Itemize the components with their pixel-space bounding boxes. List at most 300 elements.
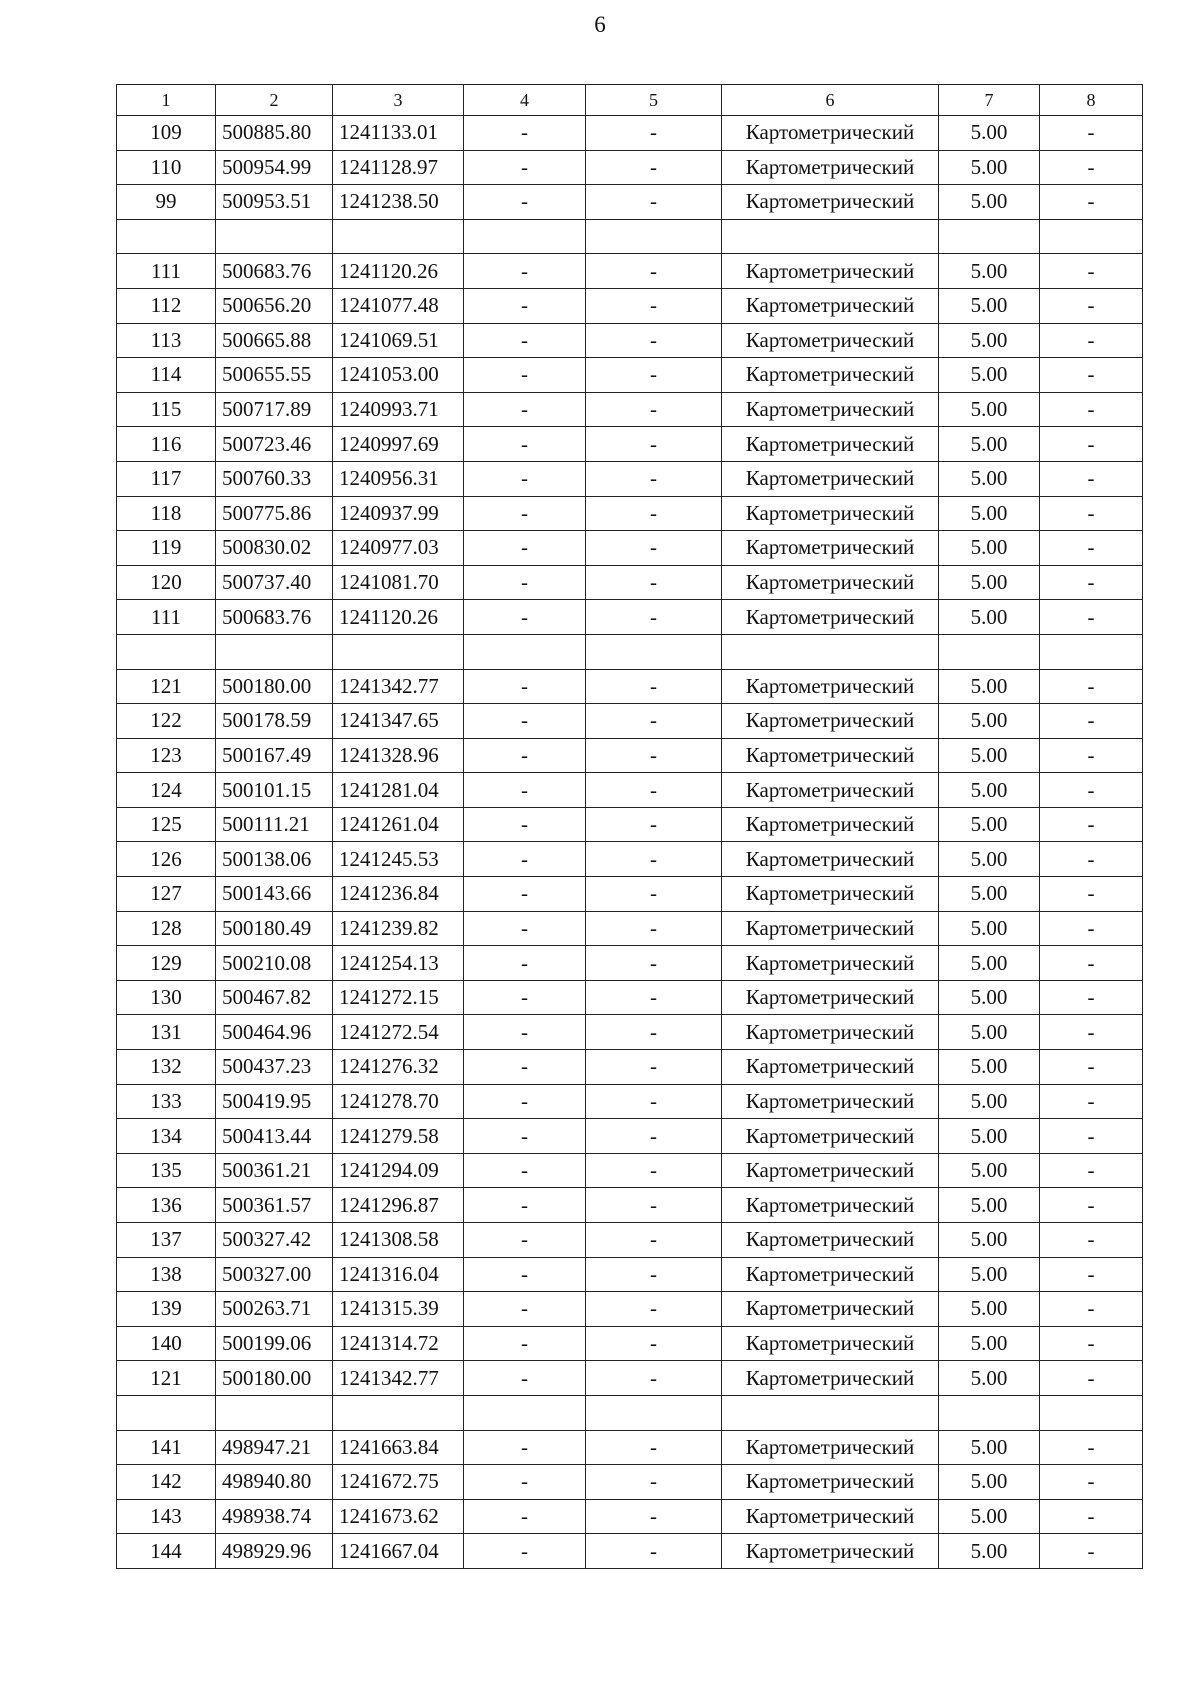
table-row [117,358,1143,393]
cell-point-number [117,634,216,669]
table-row [117,1188,1143,1223]
cell-method: Картометрический [722,1188,939,1223]
cell-accuracy [939,634,1040,669]
cell-col-4: - [464,185,586,220]
cell-method: Картометрический [722,807,939,842]
cell-y-coordinate: 1241314.72 [333,1326,464,1361]
cell-accuracy: 5.00 [939,1015,1040,1050]
cell-point-number: 128 [117,911,216,946]
cell-accuracy: 5.00 [939,358,1040,393]
cell-col-4: - [464,1223,586,1258]
table-row [117,1534,1143,1569]
cell-point-number [117,1395,216,1430]
cell-accuracy: 5.00 [939,323,1040,358]
cell-col-8: - [1040,980,1143,1015]
cell-col-5: - [586,531,722,566]
cell-x-coordinate: 500737.40 [216,565,333,600]
cell-col-4 [464,219,586,254]
cell-accuracy: 5.00 [939,565,1040,600]
cell-y-coordinate: 1241296.87 [333,1188,464,1223]
cell-x-coordinate: 500180.49 [216,911,333,946]
cell-accuracy: 5.00 [939,1499,1040,1534]
cell-y-coordinate: 1241281.04 [333,773,464,808]
cell-col-4: - [464,1361,586,1396]
cell-method: Картометрический [722,1084,939,1119]
cell-col-5: - [586,358,722,393]
cell-x-coordinate: 500760.33 [216,461,333,496]
cell-col-8: - [1040,738,1143,773]
cell-col-8: - [1040,254,1143,289]
header-row [117,85,1143,116]
cell-col-8: - [1040,842,1143,877]
cell-point-number: 111 [117,600,216,635]
table-row [117,704,1143,739]
table-row [117,150,1143,185]
cell-method: Картометрический [722,1499,939,1534]
cell-col-5: - [586,842,722,877]
cell-col-8: - [1040,531,1143,566]
table-row [117,1119,1143,1154]
cell-col-4: - [464,150,586,185]
cell-x-coordinate: 500180.00 [216,1361,333,1396]
cell-col-8: - [1040,1119,1143,1154]
cell-y-coordinate: 1240993.71 [333,392,464,427]
cell-x-coordinate: 500263.71 [216,1292,333,1327]
cell-col-8: - [1040,600,1143,635]
cell-col-4: - [464,877,586,912]
cell-point-number: 132 [117,1050,216,1085]
cell-accuracy: 5.00 [939,116,1040,151]
cell-method: Картометрический [722,150,939,185]
cell-col-4: - [464,773,586,808]
table-row [117,634,1143,669]
cell-point-number: 139 [117,1292,216,1327]
cell-col-4: - [464,358,586,393]
cell-y-coordinate [333,1395,464,1430]
cell-x-coordinate: 500143.66 [216,877,333,912]
cell-y-coordinate [333,634,464,669]
cell-x-coordinate [216,219,333,254]
cell-col-4: - [464,461,586,496]
cell-accuracy: 5.00 [939,1084,1040,1119]
cell-method: Картометрический [722,1534,939,1569]
coordinates-table [116,84,1143,1569]
cell-x-coordinate: 500665.88 [216,323,333,358]
cell-x-coordinate: 500361.21 [216,1153,333,1188]
cell-col-8: - [1040,185,1143,220]
column-header-1: 1 [117,85,216,116]
cell-x-coordinate: 500830.02 [216,531,333,566]
table-row [117,323,1143,358]
cell-method: Картометрический [722,323,939,358]
table-row [117,1084,1143,1119]
cell-accuracy: 5.00 [939,461,1040,496]
cell-col-5: - [586,427,722,462]
cell-col-8: - [1040,1292,1143,1327]
cell-x-coordinate: 498947.21 [216,1430,333,1465]
cell-col-4: - [464,911,586,946]
cell-col-4: - [464,1015,586,1050]
cell-col-5 [586,219,722,254]
cell-method: Картометрический [722,185,939,220]
table-row [117,1153,1143,1188]
cell-point-number: 118 [117,496,216,531]
cell-x-coordinate: 500467.82 [216,980,333,1015]
table-row [117,219,1143,254]
cell-col-5: - [586,980,722,1015]
cell-point-number: 143 [117,1499,216,1534]
cell-point-number: 109 [117,116,216,151]
cell-accuracy: 5.00 [939,1326,1040,1361]
table-row [117,946,1143,981]
cell-x-coordinate: 500419.95 [216,1084,333,1119]
cell-method: Картометрический [722,773,939,808]
cell-col-5: - [586,877,722,912]
cell-accuracy: 5.00 [939,1361,1040,1396]
cell-y-coordinate: 1241077.48 [333,288,464,323]
table-row [117,116,1143,151]
cell-col-8: - [1040,946,1143,981]
table-row [117,773,1143,808]
cell-col-8: - [1040,1223,1143,1258]
cell-point-number: 137 [117,1223,216,1258]
cell-y-coordinate: 1241238.50 [333,185,464,220]
cell-point-number: 126 [117,842,216,877]
cell-col-4: - [464,254,586,289]
cell-col-5: - [586,1188,722,1223]
cell-y-coordinate: 1241239.82 [333,911,464,946]
cell-col-4: - [464,842,586,877]
cell-col-8: - [1040,565,1143,600]
table-row [117,392,1143,427]
cell-col-5: - [586,254,722,289]
cell-method: Картометрический [722,1050,939,1085]
cell-point-number: 140 [117,1326,216,1361]
cell-col-8: - [1040,288,1143,323]
cell-col-5: - [586,1119,722,1154]
cell-accuracy: 5.00 [939,1050,1040,1085]
cell-y-coordinate: 1241276.32 [333,1050,464,1085]
cell-col-4: - [464,1119,586,1154]
cell-col-5: - [586,773,722,808]
cell-accuracy: 5.00 [939,150,1040,185]
cell-col-5: - [586,946,722,981]
cell-y-coordinate: 1241133.01 [333,116,464,151]
cell-col-4: - [464,738,586,773]
cell-x-coordinate: 500464.96 [216,1015,333,1050]
cell-method: Картометрический [722,1257,939,1292]
table-row [117,600,1143,635]
cell-method: Картометрический [722,1015,939,1050]
cell-point-number: 125 [117,807,216,842]
cell-col-5: - [586,150,722,185]
table-row [117,1015,1143,1050]
cell-method [722,634,939,669]
cell-y-coordinate: 1240997.69 [333,427,464,462]
table-row [117,1326,1143,1361]
cell-col-4: - [464,1465,586,1500]
cell-method: Картометрический [722,600,939,635]
cell-point-number: 110 [117,150,216,185]
cell-x-coordinate: 500111.21 [216,807,333,842]
cell-accuracy: 5.00 [939,773,1040,808]
cell-col-5: - [586,1084,722,1119]
cell-col-8: - [1040,1326,1143,1361]
table-row [117,1361,1143,1396]
cell-y-coordinate: 1241053.00 [333,358,464,393]
cell-method: Картометрический [722,877,939,912]
cell-accuracy [939,1395,1040,1430]
cell-col-8: - [1040,116,1143,151]
cell-method: Картометрический [722,911,939,946]
cell-method: Картометрический [722,1326,939,1361]
cell-method: Картометрический [722,358,939,393]
cell-accuracy: 5.00 [939,1292,1040,1327]
cell-accuracy: 5.00 [939,600,1040,635]
cell-col-4: - [464,116,586,151]
table-row [117,1499,1143,1534]
cell-point-number: 112 [117,288,216,323]
cell-method: Картометрический [722,496,939,531]
cell-x-coordinate [216,634,333,669]
cell-col-8 [1040,219,1143,254]
cell-x-coordinate: 500180.00 [216,669,333,704]
cell-accuracy: 5.00 [939,980,1040,1015]
cell-y-coordinate: 1240956.31 [333,461,464,496]
cell-col-5: - [586,116,722,151]
cell-x-coordinate: 500178.59 [216,704,333,739]
cell-x-coordinate: 500413.44 [216,1119,333,1154]
table-row [117,1050,1143,1085]
cell-point-number: 131 [117,1015,216,1050]
cell-method: Картометрический [722,531,939,566]
cell-col-4: - [464,1050,586,1085]
table-row [117,565,1143,600]
cell-col-8: - [1040,1465,1143,1500]
cell-col-5: - [586,1257,722,1292]
cell-point-number: 120 [117,565,216,600]
cell-col-4: - [464,669,586,704]
cell-accuracy: 5.00 [939,254,1040,289]
cell-col-4: - [464,531,586,566]
cell-col-8: - [1040,1050,1143,1085]
cell-method: Картометрический [722,392,939,427]
cell-y-coordinate: 1241081.70 [333,565,464,600]
cell-x-coordinate: 500655.55 [216,358,333,393]
cell-method: Картометрический [722,1119,939,1154]
cell-y-coordinate: 1241120.26 [333,600,464,635]
cell-col-8: - [1040,323,1143,358]
cell-col-4 [464,1395,586,1430]
cell-col-8: - [1040,877,1143,912]
page-number: 6 [594,12,606,37]
cell-method: Картометрический [722,1153,939,1188]
cell-accuracy: 5.00 [939,738,1040,773]
cell-col-8: - [1040,773,1143,808]
column-header-8: 8 [1040,85,1143,116]
cell-col-4: - [464,1326,586,1361]
cell-col-4: - [464,392,586,427]
cell-method: Картометрический [722,946,939,981]
cell-y-coordinate: 1241278.70 [333,1084,464,1119]
cell-col-5: - [586,461,722,496]
cell-accuracy: 5.00 [939,288,1040,323]
cell-accuracy: 5.00 [939,427,1040,462]
cell-point-number: 134 [117,1119,216,1154]
cell-accuracy: 5.00 [939,1188,1040,1223]
cell-method: Картометрический [722,565,939,600]
cell-method: Картометрический [722,1361,939,1396]
cell-col-8: - [1040,1499,1143,1534]
cell-y-coordinate: 1241328.96 [333,738,464,773]
cell-y-coordinate [333,219,464,254]
cell-col-4: - [464,288,586,323]
cell-col-4: - [464,704,586,739]
cell-point-number: 130 [117,980,216,1015]
cell-x-coordinate: 500885.80 [216,116,333,151]
cell-x-coordinate: 500437.23 [216,1050,333,1085]
cell-y-coordinate: 1241236.84 [333,877,464,912]
cell-col-8: - [1040,704,1143,739]
cell-accuracy: 5.00 [939,1534,1040,1569]
cell-col-5: - [586,1050,722,1085]
cell-x-coordinate: 500683.76 [216,600,333,635]
cell-point-number: 142 [117,1465,216,1500]
cell-col-5: - [586,1153,722,1188]
cell-accuracy: 5.00 [939,669,1040,704]
cell-point-number: 117 [117,461,216,496]
cell-col-8: - [1040,392,1143,427]
column-header-6: 6 [722,85,939,116]
cell-y-coordinate: 1241342.77 [333,669,464,704]
table-row [117,531,1143,566]
cell-point-number: 138 [117,1257,216,1292]
cell-x-coordinate: 500717.89 [216,392,333,427]
cell-col-8: - [1040,427,1143,462]
cell-y-coordinate: 1241245.53 [333,842,464,877]
cell-col-5: - [586,1430,722,1465]
cell-col-5: - [586,1534,722,1569]
cell-x-coordinate: 500954.99 [216,150,333,185]
cell-method: Картометрический [722,842,939,877]
cell-col-8 [1040,1395,1143,1430]
table-row [117,807,1143,842]
cell-col-5: - [586,1499,722,1534]
cell-col-4: - [464,980,586,1015]
column-header-5: 5 [586,85,722,116]
cell-accuracy: 5.00 [939,1223,1040,1258]
table-row [117,185,1143,220]
cell-x-coordinate: 500723.46 [216,427,333,462]
table-body [117,85,1143,1569]
cell-col-8: - [1040,911,1143,946]
cell-accuracy [939,219,1040,254]
table-row [117,1430,1143,1465]
cell-accuracy: 5.00 [939,1465,1040,1500]
cell-col-5: - [586,738,722,773]
cell-point-number: 136 [117,1188,216,1223]
cell-accuracy: 5.00 [939,1153,1040,1188]
cell-col-4: - [464,1534,586,1569]
cell-y-coordinate: 1241261.04 [333,807,464,842]
cell-point-number: 133 [117,1084,216,1119]
table-row [117,877,1143,912]
cell-point-number: 99 [117,185,216,220]
cell-method: Картометрический [722,1465,939,1500]
cell-col-5: - [586,1465,722,1500]
cell-accuracy: 5.00 [939,704,1040,739]
cell-point-number: 123 [117,738,216,773]
cell-point-number: 127 [117,877,216,912]
cell-accuracy: 5.00 [939,1257,1040,1292]
cell-x-coordinate: 500327.00 [216,1257,333,1292]
cell-col-4: - [464,427,586,462]
cell-col-4: - [464,496,586,531]
cell-y-coordinate: 1241069.51 [333,323,464,358]
cell-y-coordinate: 1241672.75 [333,1465,464,1500]
cell-col-5: - [586,1292,722,1327]
cell-x-coordinate: 498938.74 [216,1499,333,1534]
cell-x-coordinate: 500199.06 [216,1326,333,1361]
cell-col-4: - [464,1188,586,1223]
cell-y-coordinate: 1241272.54 [333,1015,464,1050]
cell-y-coordinate: 1241315.39 [333,1292,464,1327]
cell-accuracy: 5.00 [939,1119,1040,1154]
cell-method: Картометрический [722,704,939,739]
cell-y-coordinate: 1240937.99 [333,496,464,531]
cell-method: Картометрический [722,1430,939,1465]
cell-x-coordinate: 500210.08 [216,946,333,981]
cell-point-number: 144 [117,1534,216,1569]
cell-col-5: - [586,911,722,946]
cell-col-8: - [1040,1361,1143,1396]
table-row [117,496,1143,531]
cell-accuracy: 5.00 [939,496,1040,531]
cell-col-5: - [586,392,722,427]
cell-col-8: - [1040,1430,1143,1465]
table-row [117,669,1143,704]
cell-col-8: - [1040,496,1143,531]
cell-point-number: 111 [117,254,216,289]
cell-y-coordinate: 1241294.09 [333,1153,464,1188]
cell-col-5: - [586,323,722,358]
cell-point-number: 114 [117,358,216,393]
cell-col-5: - [586,496,722,531]
table-row [117,738,1143,773]
cell-col-5: - [586,600,722,635]
cell-col-5: - [586,565,722,600]
cell-col-8: - [1040,358,1143,393]
cell-y-coordinate: 1241272.15 [333,980,464,1015]
cell-col-4: - [464,565,586,600]
table-row [117,427,1143,462]
table-row [117,980,1143,1015]
cell-x-coordinate: 500101.15 [216,773,333,808]
cell-accuracy: 5.00 [939,911,1040,946]
cell-col-4: - [464,807,586,842]
cell-col-5: - [586,704,722,739]
table-row [117,288,1143,323]
cell-col-8: - [1040,1257,1143,1292]
cell-col-4: - [464,1430,586,1465]
column-header-3: 3 [333,85,464,116]
table-row [117,842,1143,877]
cell-y-coordinate: 1241667.04 [333,1534,464,1569]
cell-method: Картометрический [722,288,939,323]
cell-method: Картометрический [722,116,939,151]
table-row [117,911,1143,946]
cell-col-8: - [1040,807,1143,842]
